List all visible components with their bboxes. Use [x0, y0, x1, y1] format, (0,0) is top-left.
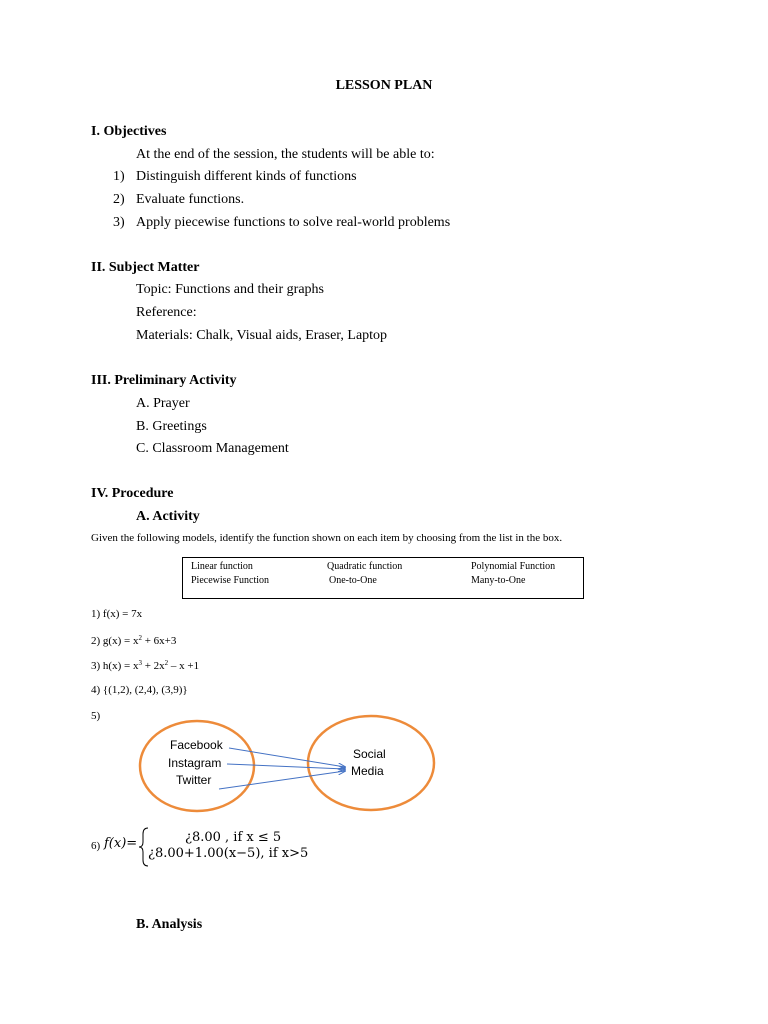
mapping-arrow: [227, 764, 345, 769]
reference-line: Reference:: [136, 305, 197, 320]
objective-number: 3): [113, 215, 125, 230]
mapping-arrow: [229, 748, 345, 767]
piecewise-case-1: ¿8.00 , if x ≤ 5: [185, 830, 282, 845]
preliminary-item: C. Classroom Management: [136, 441, 289, 456]
objective-number: 2): [113, 192, 125, 207]
choice-quadratic: Quadratic function: [327, 561, 403, 572]
analysis-heading: B. Analysis: [136, 917, 203, 932]
choice-one-to-one: One-to-One: [329, 575, 377, 586]
choice-piecewise: Piecewise Function: [191, 575, 270, 586]
exercise-3: 3) $h(x) = x^3 + 2x^2 - x +1$: [91, 659, 200, 672]
objectives-heading: I. Objectives: [91, 124, 167, 139]
domain-item: Instagram: [168, 756, 222, 770]
piecewise-case-2: ¿8.00+1.00(x−5), if x>5: [148, 846, 309, 861]
objectives-intro: At the end of the session, the students will be able to:: [136, 147, 435, 162]
exercise-4: 4) {(1,2), (2,4), (3,9)}: [91, 684, 188, 696]
domain-item: Twitter: [176, 773, 212, 787]
exercise-2: 2) $g(x) = x^2 + 6x+3$: [91, 634, 177, 647]
preliminary-item: A. Prayer: [136, 396, 190, 411]
objective-item: Apply piecewise functions to solve real-world problems: [136, 215, 451, 230]
codomain-oval: [308, 716, 434, 810]
preliminary-item: B. Greetings: [136, 419, 207, 434]
activity-heading: A. Activity: [136, 509, 200, 524]
objective-number: 1): [113, 169, 125, 184]
mapping-arrow: [219, 771, 345, 789]
objective-item: Evaluate functions.: [136, 192, 245, 207]
subject-matter-heading: II. Subject Matter: [91, 260, 200, 275]
choice-linear: Linear function: [191, 561, 253, 572]
page-title: LESSON PLAN: [335, 78, 433, 93]
exercise-5-label: 5): [91, 710, 101, 722]
domain-item: Facebook: [170, 738, 223, 752]
topic-line: Topic: Functions and their graphs: [136, 282, 324, 297]
choice-polynomial: Polynomial Function: [471, 561, 556, 572]
piecewise-lhs: f(x)=: [104, 836, 138, 851]
choice-many-to-one: Many-to-One: [471, 575, 526, 586]
codomain-item: Media: [351, 764, 384, 778]
exercise-6-label: 6): [91, 840, 101, 852]
preliminary-heading: III. Preliminary Activity: [91, 373, 237, 388]
procedure-heading: IV. Procedure: [91, 486, 174, 501]
objective-item: Distinguish different kinds of functions: [136, 169, 357, 184]
activity-instruction: Given the following models, identify the function shown on each item by choosing from the list in the box.: [91, 532, 563, 544]
function-choices-box: [182, 557, 584, 599]
exercise-1: 1) f(x) = 7x: [91, 608, 143, 620]
codomain-item: Social: [353, 747, 386, 761]
materials-line: Materials: Chalk, Visual aids, Eraser, Laptop: [136, 328, 388, 343]
